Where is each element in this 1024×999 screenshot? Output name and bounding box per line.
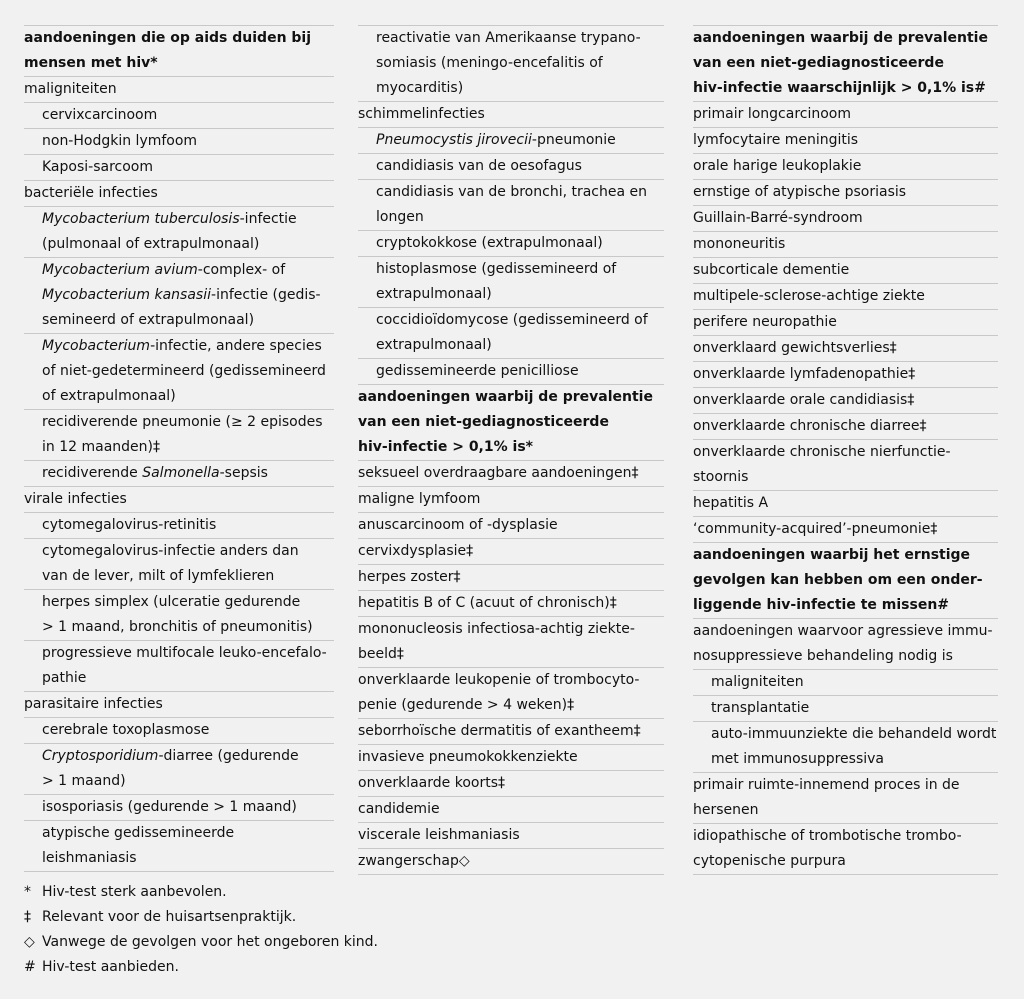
row-text: onverklaarde koorts‡ bbox=[358, 775, 505, 791]
category-row bbox=[693, 127, 998, 153]
row-text: maligne lymfoom bbox=[358, 491, 481, 507]
row-text: > 1 maand) bbox=[42, 773, 126, 789]
row-text: hepatitis B of C (acuut of chronisch)‡ bbox=[358, 595, 617, 611]
list-item bbox=[358, 307, 664, 358]
row-text: gevolgen kan hebben om een onder- bbox=[693, 572, 983, 588]
row-text: of niet-gedetermineerd (gedissemineerd bbox=[42, 363, 326, 379]
list-item bbox=[358, 127, 664, 153]
list-item bbox=[24, 589, 334, 640]
list-item bbox=[24, 512, 334, 538]
category-row bbox=[358, 590, 664, 616]
list-item bbox=[358, 230, 664, 256]
category-row bbox=[693, 490, 998, 516]
category-row bbox=[358, 538, 664, 564]
row-text: candidiasis van de bronchi, trachea en bbox=[376, 184, 648, 200]
italic-term: Mycobacterium avium bbox=[42, 262, 198, 278]
category-row bbox=[24, 76, 334, 102]
category-row bbox=[693, 101, 998, 127]
row-text: nosuppressieve behandeling nodig is bbox=[693, 648, 953, 664]
column-3 bbox=[693, 25, 998, 875]
row-text: zwangerschap◇ bbox=[358, 853, 470, 869]
row-text: met immunosuppressiva bbox=[711, 751, 885, 767]
list-item bbox=[358, 256, 664, 307]
italic-term: Pneumocystis jirovecii bbox=[376, 132, 532, 148]
row-text: penie (gedurende > 4 weken)‡ bbox=[358, 697, 575, 713]
row-text: primair longcarcinoom bbox=[693, 106, 852, 122]
row-text: maligniteiten bbox=[24, 81, 117, 97]
row-text: aandoeningen waarvoor agressieve immu- bbox=[693, 623, 993, 639]
row-text: aandoeningen die op aids duiden bij bbox=[24, 30, 312, 46]
category-row bbox=[24, 486, 334, 512]
list-item bbox=[693, 669, 998, 695]
row-text: perifere neuropathie bbox=[693, 314, 837, 330]
row-text: onverklaard gewichtsverlies‡ bbox=[693, 340, 897, 356]
row-text: ‘community-acquired’-pneumonie‡ bbox=[693, 521, 938, 537]
row-text: longen bbox=[376, 209, 424, 225]
footnotes bbox=[24, 880, 378, 980]
row-text: extrapulmonaal) bbox=[376, 337, 492, 353]
row-text: candidiasis van de oesofagus bbox=[376, 158, 582, 174]
row-text: Mycobacterium-infectie, andere species bbox=[42, 338, 322, 354]
footnote-symbol: ◇ bbox=[24, 934, 35, 950]
section-heading bbox=[693, 25, 998, 101]
category-row bbox=[693, 153, 998, 179]
row-text: semineerd of extrapulmonaal) bbox=[42, 312, 255, 328]
section-heading bbox=[693, 542, 998, 618]
row-text: viscerale leishmaniasis bbox=[358, 827, 520, 843]
italic-term: Mycobacterium tuberculosis bbox=[42, 211, 240, 227]
category-row bbox=[693, 179, 998, 205]
row-text: Cryptosporidium-diarree (gedurende bbox=[42, 748, 299, 764]
category-row bbox=[358, 486, 664, 512]
row-text: aandoeningen waarbij het ernstige bbox=[693, 547, 971, 563]
row-text: virale infecties bbox=[24, 491, 127, 507]
row-text: orale harige leukoplakie bbox=[693, 158, 862, 174]
row-text: van een niet-gediagnosticeerde bbox=[358, 414, 609, 430]
row-text: Guillain-Barré-syndroom bbox=[693, 210, 863, 226]
category-row bbox=[358, 770, 664, 796]
footnote bbox=[24, 880, 378, 905]
category-row bbox=[358, 718, 664, 744]
list-item bbox=[24, 154, 334, 180]
column-1 bbox=[24, 25, 334, 872]
list-item bbox=[24, 206, 334, 257]
row-text: hepatitis A bbox=[693, 495, 769, 511]
row-text: auto-immuunziekte die behandeld wordt bbox=[711, 726, 997, 742]
list-item bbox=[24, 128, 334, 154]
row-text: cryptokokkose (extrapulmonaal) bbox=[376, 235, 603, 251]
row-text: onverklaarde lymfadenopathie‡ bbox=[693, 366, 916, 382]
category-row bbox=[358, 616, 664, 667]
row-text: parasitaire infecties bbox=[24, 696, 163, 712]
footnote bbox=[24, 905, 378, 930]
category-row bbox=[693, 413, 998, 439]
row-text: cervixdysplasie‡ bbox=[358, 543, 474, 559]
row-text: idiopathische of trombotische trombo- bbox=[693, 828, 962, 844]
row-text: myocarditis) bbox=[376, 80, 464, 96]
row-text: progressieve multifocale leuko-encefalo- bbox=[42, 645, 327, 661]
category-row bbox=[693, 361, 998, 387]
category-row bbox=[693, 309, 998, 335]
column-2 bbox=[358, 25, 664, 875]
row-text: hiv-infectie waarschijnlijk > 0,1% is# bbox=[693, 80, 986, 96]
row-text: bacteriële infecties bbox=[24, 185, 158, 201]
row-text: Pneumocystis jirovecii-pneumonie bbox=[376, 132, 616, 148]
row-text: coccidioïdomycose (gedissemineerd of bbox=[376, 312, 648, 328]
list-item bbox=[24, 820, 334, 872]
category-row bbox=[358, 667, 664, 718]
category-row bbox=[693, 257, 998, 283]
row-text: hiv-infectie > 0,1% is* bbox=[358, 439, 533, 455]
row-text: onverklaarde orale candidiasis‡ bbox=[693, 392, 915, 408]
category-row bbox=[358, 796, 664, 822]
row-text: recidiverende pneumonie (≥ 2 episodes bbox=[42, 414, 323, 430]
row-text: primair ruimte-innemend proces in de bbox=[693, 777, 960, 793]
category-row bbox=[693, 772, 998, 823]
category-row bbox=[693, 283, 998, 309]
footnote-text: Relevant voor de huisartsenpraktijk. bbox=[42, 909, 297, 925]
footnote bbox=[24, 930, 378, 955]
row-text: cytomegalovirus-infectie anders dan bbox=[42, 543, 299, 559]
row-text: multipele-sclerose-achtige ziekte bbox=[693, 288, 925, 304]
row-text: beeld‡ bbox=[358, 646, 404, 662]
row-text: seborrhoïsche dermatitis of exantheem‡ bbox=[358, 723, 641, 739]
footnote-text: Vanwege de gevolgen voor het ongeboren kind. bbox=[42, 934, 378, 950]
row-text: recidiverende Salmonella-sepsis bbox=[42, 465, 268, 481]
footnote-symbol: ‡ bbox=[24, 909, 31, 925]
row-text: gedissemineerde penicilliose bbox=[376, 363, 579, 379]
row-text: stoornis bbox=[693, 469, 749, 485]
category-row bbox=[358, 848, 664, 875]
list-item bbox=[24, 743, 334, 794]
row-text: invasieve pneumokokkenziekte bbox=[358, 749, 578, 765]
category-row bbox=[693, 823, 998, 875]
list-item bbox=[358, 358, 664, 384]
list-item bbox=[693, 695, 998, 721]
row-text: onverklaarde chronische diarree‡ bbox=[693, 418, 927, 434]
row-text: leishmaniasis bbox=[42, 850, 137, 866]
footnote-text: Hiv-test sterk aanbevolen. bbox=[42, 884, 227, 900]
row-text: ernstige of atypische psoriasis bbox=[693, 184, 907, 200]
list-item bbox=[24, 460, 334, 486]
list-item bbox=[24, 640, 334, 691]
list-item bbox=[24, 409, 334, 460]
row-text: onverklaarde chronische nierfunctie- bbox=[693, 444, 951, 460]
category-row bbox=[693, 231, 998, 257]
row-text: reactivatie van Amerikaanse trypano- bbox=[376, 30, 641, 46]
category-row bbox=[358, 101, 664, 127]
list-item bbox=[693, 721, 998, 772]
row-text: aandoeningen waarbij de prevalentie bbox=[693, 30, 988, 46]
row-text: seksueel overdraagbare aandoeningen‡ bbox=[358, 465, 639, 481]
category-row bbox=[693, 516, 998, 542]
row-text: maligniteiten bbox=[711, 674, 804, 690]
category-row bbox=[24, 180, 334, 206]
category-row bbox=[693, 387, 998, 413]
row-text: extrapulmonaal) bbox=[376, 286, 492, 302]
row-text: mensen met hiv* bbox=[24, 55, 158, 71]
list-item bbox=[24, 257, 334, 333]
row-text: candidemie bbox=[358, 801, 440, 817]
row-text: anuscarcinoom of -dysplasie bbox=[358, 517, 558, 533]
list-item bbox=[358, 153, 664, 179]
row-text: liggende hiv-infectie te missen# bbox=[693, 597, 950, 613]
row-text: pathie bbox=[42, 670, 87, 686]
category-row bbox=[358, 512, 664, 538]
footnote-symbol: # bbox=[24, 959, 36, 975]
list-item bbox=[24, 794, 334, 820]
row-text: cervixcarcinoom bbox=[42, 107, 158, 123]
row-text: in 12 maanden)‡ bbox=[42, 439, 160, 455]
row-text: van een niet-gediagnosticeerde bbox=[693, 55, 944, 71]
row-text: isosporiasis (gedurende > 1 maand) bbox=[42, 799, 297, 815]
row-text: Mycobacterium kansasii-infectie (gedis- bbox=[42, 287, 321, 303]
category-row bbox=[693, 205, 998, 231]
category-row bbox=[693, 335, 998, 361]
row-text: lymfocytaire meningitis bbox=[693, 132, 859, 148]
section-heading bbox=[24, 25, 334, 76]
row-text: herpes zoster‡ bbox=[358, 569, 461, 585]
row-text: schimmelinfecties bbox=[358, 106, 485, 122]
list-item bbox=[24, 102, 334, 128]
row-text: cytopenische purpura bbox=[693, 853, 846, 869]
row-text: mononucleosis infectiosa-achtig ziekte- bbox=[358, 621, 635, 637]
row-text: Mycobacterium avium-complex- of bbox=[42, 262, 286, 278]
row-text: hersenen bbox=[693, 802, 759, 818]
row-text: Mycobacterium tuberculosis-infectie bbox=[42, 211, 297, 227]
row-text: non-Hodgkin lymfoom bbox=[42, 133, 198, 149]
category-row bbox=[358, 564, 664, 590]
section-heading bbox=[358, 384, 664, 460]
category-row bbox=[358, 822, 664, 848]
row-text: Kaposi-sarcoom bbox=[42, 159, 153, 175]
list-item bbox=[24, 717, 334, 743]
list-item bbox=[24, 333, 334, 409]
row-text: transplantatie bbox=[711, 700, 810, 716]
row-text: van de lever, milt of lymfeklieren bbox=[42, 568, 275, 584]
row-text: subcorticale dementie bbox=[693, 262, 850, 278]
row-text: aandoeningen waarbij de prevalentie bbox=[358, 389, 653, 405]
list-item bbox=[358, 25, 664, 101]
row-text: of extrapulmonaal) bbox=[42, 388, 176, 404]
footnote-text: Hiv-test aanbieden. bbox=[42, 959, 179, 975]
italic-term: Cryptosporidium bbox=[42, 748, 159, 764]
row-text: mononeuritis bbox=[693, 236, 786, 252]
row-text: somiasis (meningo-encefalitis of bbox=[376, 55, 603, 71]
footnote bbox=[24, 955, 378, 980]
row-text: cytomegalovirus-retinitis bbox=[42, 517, 217, 533]
row-text: (pulmonaal of extrapulmonaal) bbox=[42, 236, 260, 252]
row-text: cerebrale toxoplasmose bbox=[42, 722, 210, 738]
category-row bbox=[24, 691, 334, 717]
row-text: histoplasmose (gedissemineerd of bbox=[376, 261, 617, 277]
category-row bbox=[693, 439, 998, 490]
row-text: > 1 maand, bronchitis of pneumonitis) bbox=[42, 619, 313, 635]
category-row bbox=[358, 744, 664, 770]
row-text: onverklaarde leukopenie of trombocyto- bbox=[358, 672, 640, 688]
row-text: herpes simplex (ulceratie gedurende bbox=[42, 594, 301, 610]
list-item bbox=[24, 538, 334, 589]
footnote-symbol: * bbox=[24, 884, 31, 900]
category-row bbox=[358, 460, 664, 486]
italic-term: Mycobacterium bbox=[42, 338, 151, 354]
list-item bbox=[358, 179, 664, 230]
row-text: atypische gedissemineerde bbox=[42, 825, 235, 841]
category-row bbox=[693, 618, 998, 669]
